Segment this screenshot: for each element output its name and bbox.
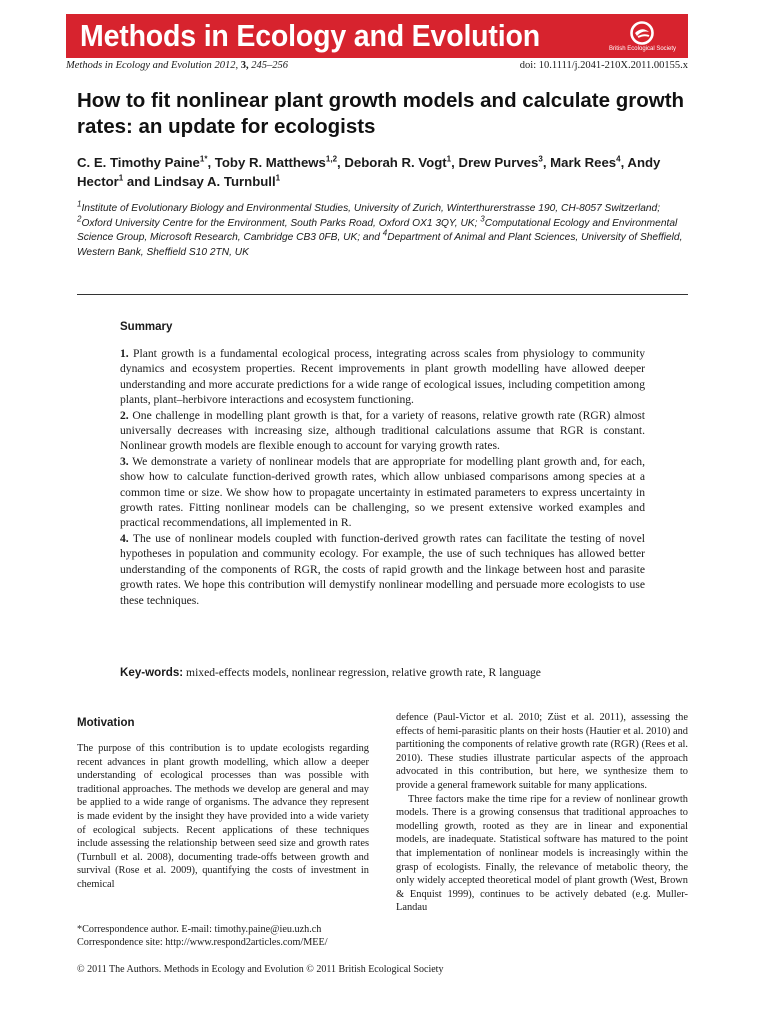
summary-item: 4. The use of nonlinear models coupled with function-derived growth rates can facilitate the testing of novel hypotheses in population and community ecology. For example, the use of such techniques has allowed better understanding of the components of RGR, the costs of rapid growth and the linkage between host and parasite growth rates. We hope this contribution will demystify nonlinear modelling and persuade more ecologists to use these techniques. [120, 531, 645, 607]
affiliation: $^2$Oxford University Centre for the Environment, South Parks Road, Oxford OX1 3QY, UK; [77, 214, 481, 229]
author: Mark Rees$^4$, [550, 154, 628, 170]
journal-citation [66, 60, 288, 71]
author: Lindsay A. Turnbull$^1$ [154, 173, 281, 189]
correspondence-site: Correspondence site: http://www.respond2articles.com/MEE/ [77, 937, 328, 948]
copyright-footer: © 2011 The Authors. Methods in Ecology and Evolution © 2011 British Ecological Society [77, 964, 444, 975]
author: Deborah R. Vogt$^1$, [344, 154, 459, 170]
correspondence-note [77, 923, 377, 949]
body-paragraph: The purpose of this contribution is to update ecologists regarding recent advances in plant growth modelling, which allow a deeper understanding of ecological processes than was possible with traditional approaches. The methods we develop are general and may be applied to a wide range of organisms. The advance they represent is made evident by the insight they have provided into a wide variety of ecological subjects. Recent applications of these techniques include assessing the relationship between seed size and growth rates (Turnbull et al. 2008), documenting trade-offs between growth and survival (Rose et al. 2009), quantifying the costs of investment in chemical [77, 743, 369, 890]
keywords-label: Key-words: [120, 666, 184, 679]
summary-item: 3. We demonstrate a variety of nonlinear models that are appropriate for modelling plant growth and, for each, show how to calculate function-derived growth rates, which allow unbiased comparisons among species at a common time or size. We show how to propagate uncertainty in estimated parameters to express uncertainty in growth rates. Fitting nonlinear models can be challenging, so we present extensive worked examples and practical recommendations, all implemented in R. [120, 454, 645, 530]
author: Drew Purves$^3$, [458, 154, 551, 170]
society-logo [609, 21, 676, 52]
summary-heading: Summary [120, 321, 173, 333]
body-paragraph: Three factors make the time ripe for a review of nonlinear growth models. There is a growing consensus that traditional approaches to modelling growth, rooted as they are in linear and exponential models, are inadequate. Statistical software has matured to the point that implementation of nonlinear models is increasingly within the grasp of ecologists. Finally, the relevance of metabolic theory, the only widely accepted theoretical model of plant growth (West, Brown & Enquist 1999), continues to be actively debated (e.g. Muller-Landau [396, 793, 688, 914]
author: C. E. Timothy Paine$^{1*}$, [77, 154, 215, 170]
affiliation: $^4$Department of Animal and Plant Sciences, University of Sheffield, Western Bank, Sheffield S10 2TN, UK [77, 228, 683, 258]
affiliation: $^3$Computational Ecology and Environmental Science Group, Microsoft Research, Cambridge CB3 0FB, UK; and [77, 214, 678, 243]
author-list [77, 153, 697, 191]
article-title: How to fit nonlinear plant growth models and calculate growth rates: an update for ecologists [77, 89, 685, 138]
author: Andy Hector$^1$ and [77, 155, 661, 189]
cite-year: 2012, [214, 60, 239, 71]
body-column-left [77, 742, 369, 892]
doi: doi: 10.1111/j.2041-210X.2011.00155.x [519, 60, 688, 71]
body-paragraph: defence (Paul-Victor et al. 2010; Züst et al. 2011), assessing the effects of hemi-parasitic plants on their hosts (Hautier et al. 2010) and partitioning the components of relative growth rate (RGR) (Rees et al. 2010). These studies illustrate particular aspects of the approach advocated in this contribution, but here, we synthesize them to provide a general framework suitable for many applications. [396, 712, 688, 791]
motivation-heading: Motivation [77, 717, 135, 729]
citation-line [66, 60, 688, 71]
journal-banner [66, 14, 688, 58]
cite-pages: 245–256 [251, 60, 288, 71]
keywords [120, 666, 660, 679]
affiliation: $^1$Institute of Evolutionary Biology and Environmental Studies, University of Zurich, Winterthurerstrasse 190, CH-8057 Switzerland; [77, 199, 661, 214]
summary-item: 1. Plant growth is a fundamental ecological process, integrating across scales from physiology to community dynamics and ecosystem properties. Recent improvements in plant growth modelling have allowed deeper understanding and more accurate predictions for a wide range of ecological issues, including competition among plants, plant–herbivore interactions and ecosystem functioning. [120, 347, 645, 407]
summary-body [120, 346, 645, 608]
keywords-list: mixed-effects models, nonlinear regression, relative growth rate, R language [186, 666, 541, 679]
author: Toby R. Matthews$^{1,2}$, [214, 154, 345, 170]
correspondence-author: *Correspondence author. E-mail: timothy.paine@ieu.uzh.ch [77, 924, 322, 935]
summary-item: 2. One challenge in modelling plant growth is that, for a variety of reasons, relative growth rate (RGR) almost universally decreases with increasing size, although traditional calculations assume that RGR is constant. Nonlinear growth models are flexible enough to account for varying growth rates. [120, 408, 645, 453]
body-column-right [396, 711, 688, 915]
journal-name: Methods in Ecology and Evolution [80, 18, 540, 53]
cite-volume: 3, [240, 60, 249, 71]
header-divider [77, 294, 688, 295]
society-emblem-icon [629, 21, 655, 45]
cite-journal: Methods in Ecology and Evolution [66, 60, 212, 71]
affiliations [77, 199, 692, 260]
society-name: British Ecological Society [608, 45, 676, 52]
